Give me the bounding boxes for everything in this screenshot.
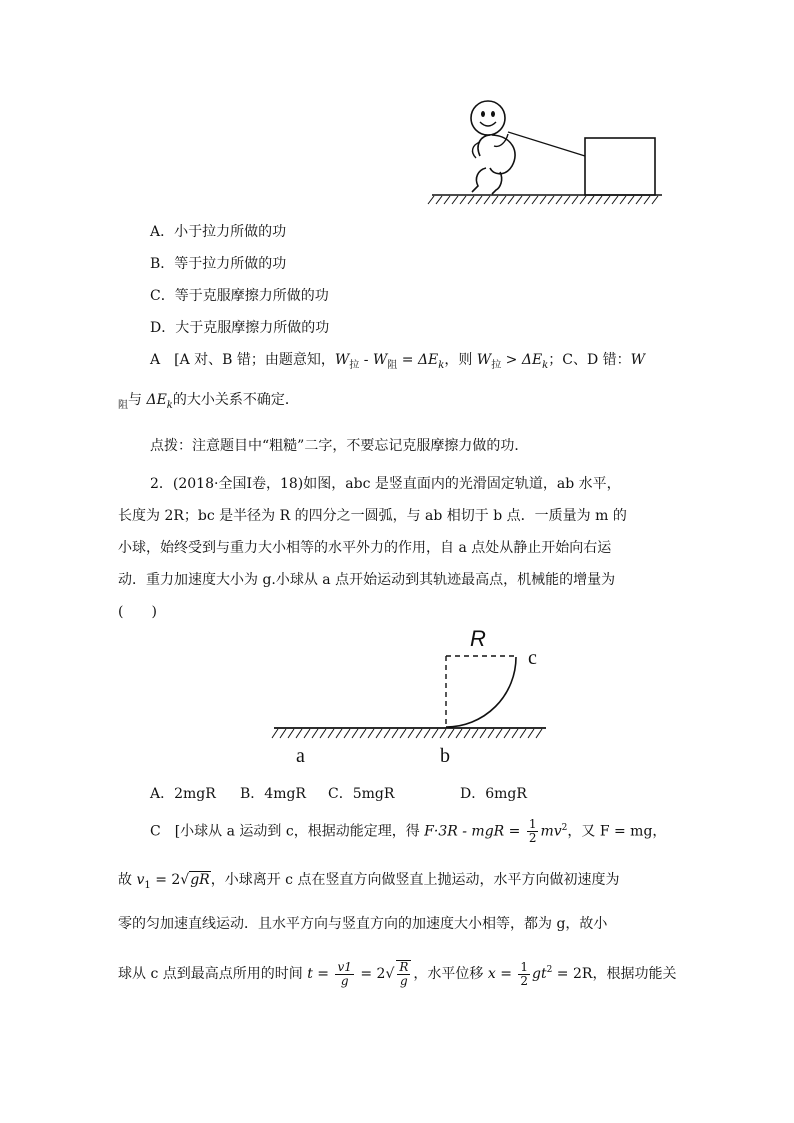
exponent: 2 — [561, 822, 568, 833]
w-symbol: W — [372, 352, 388, 368]
answer-2-prefix: C [小球从 a 运动到 c，根据动能定理，得 — [150, 823, 425, 840]
w-symbol: W — [334, 352, 350, 368]
fraction-v1-g — [335, 961, 353, 988]
label-a: a — [296, 745, 305, 767]
cd-text: ；C、D 错： — [548, 352, 631, 368]
yu-text: 与 — [128, 392, 147, 408]
tail-text: 的大小关系不确定． — [172, 392, 299, 408]
problem-2-line-2: 长度为 2R；bc 是半径为 R 的四分之一圆弧，与 ab 相切于 b 点．一质量为 m 的 — [118, 508, 627, 524]
sub-la: 拉 — [491, 360, 502, 371]
tip-1: 点拨：注意题目中“粗糙”二字，不要忘记克服摩擦力做的功． — [150, 438, 529, 454]
fraction-denominator: g — [400, 974, 408, 989]
answer-2-l2-prefix: 故 — [118, 872, 137, 888]
option-2-c: C．5mgR — [328, 786, 395, 802]
option-1-d: D．大于克服摩擦力所做的功 — [150, 320, 330, 336]
gt-term: gt — [532, 966, 547, 983]
v-symbol: v — [136, 872, 145, 888]
sub-zu: 阻 — [118, 400, 128, 411]
delta-ek: ΔE — [417, 352, 439, 368]
option-1-b: B．等于拉力所做的功 — [150, 256, 287, 272]
delta-ek: ΔE — [521, 352, 543, 368]
sqrt-gR: gR — [190, 872, 210, 888]
answer-1-prefix: A [A 对、B 错；由题意知， — [150, 352, 335, 368]
equals-two: = 2 — [150, 872, 181, 888]
label-b: b — [440, 745, 450, 767]
option-2-b: B．4mgR — [240, 786, 306, 802]
exponent: 2 — [546, 965, 553, 976]
formula-energy: F·3R - mgR = — [424, 823, 525, 840]
answer-2-l4-prefix: 球从 c 点到最高点所用的时间 — [118, 966, 308, 983]
fraction-R-g — [396, 960, 411, 988]
fraction-half — [527, 818, 539, 845]
fraction-denominator: 2 — [528, 831, 537, 846]
problem-2-line-1: 2．(2018·全国Ⅰ卷，18)如图，abc 是竖直面内的光滑固定轨道，ab 水平， — [150, 476, 621, 492]
fraction-numerator: v1 — [337, 959, 352, 974]
gt-sign: > — [501, 352, 522, 368]
figure-person-pulling-box — [420, 90, 670, 210]
sqrt-sign: √ — [385, 966, 395, 983]
sub-one: 1 — [144, 880, 151, 891]
answer-2-line-1 — [150, 818, 666, 845]
fraction-numerator: 1 — [520, 959, 529, 974]
problem-2-line-5: ( ) — [118, 604, 157, 620]
option-2-d: D．6mgR — [460, 786, 527, 802]
answer-1-line-1 — [150, 352, 645, 369]
t-eq: t = — [307, 966, 334, 983]
mv-term: mv — [540, 823, 562, 840]
w-symbol: W — [630, 352, 646, 368]
answer-2-line-3: 零的匀加速直线运动．且水平方向与竖直方向的加速度大小相等，都为 g，故小 — [118, 916, 608, 932]
label-R: R — [470, 626, 486, 651]
fraction-numerator: R — [399, 960, 409, 974]
delta-ek: ΔE — [146, 392, 167, 408]
eq-two: = 2 — [355, 966, 386, 983]
w-symbol: W — [476, 352, 492, 368]
equals-sign: = — [397, 352, 418, 368]
fraction-denominator: 2 — [520, 973, 529, 988]
fraction-denominator: g — [340, 973, 349, 988]
option-1-a: A．小于拉力所做的功 — [150, 224, 287, 240]
answer-2-l4-tail: = 2R，根据功能关 — [552, 966, 677, 983]
sub-k: k — [166, 400, 173, 411]
fraction-half-2 — [518, 961, 530, 988]
sub-la: 拉 — [349, 360, 360, 371]
answer-2-line-4 — [118, 960, 676, 988]
option-1-c: C．等于克服摩擦力所做的功 — [150, 288, 329, 304]
sub-k: k — [542, 360, 549, 371]
minus-sign: - — [359, 352, 373, 368]
sub-k: k — [438, 360, 445, 371]
figure-track-abc — [270, 622, 555, 772]
sqrt-sign: √ — [180, 872, 190, 888]
x-eq: x = — [487, 966, 517, 983]
option-2-a: A．2mgR — [150, 786, 216, 802]
answer-1-line-2 — [118, 392, 299, 409]
answer-2-l4-mid: ，水平位移 — [413, 966, 488, 983]
answer-2-l2-tail: ，小球离开 c 点在竖直方向做竖直上抛运动，水平方向做初速度为 — [210, 872, 620, 888]
answer-2-l1-tail: ，又 F = mg， — [567, 823, 667, 840]
fraction-numerator: 1 — [528, 817, 537, 831]
sub-zu: 阻 — [387, 360, 398, 371]
problem-2-line-4: 动．重力加速度大小为 g.小球从 a 点开始运动到其轨迹最高点，机械能的增量为 — [118, 572, 616, 588]
problem-2-line-3: 小球，始终受到与重力大小相等的水平外力的作用，自 a 点处从静止开始向右运 — [118, 540, 612, 556]
answer-2-line-2 — [118, 872, 619, 889]
label-c: c — [528, 647, 537, 669]
then-text: ，则 — [444, 352, 477, 368]
